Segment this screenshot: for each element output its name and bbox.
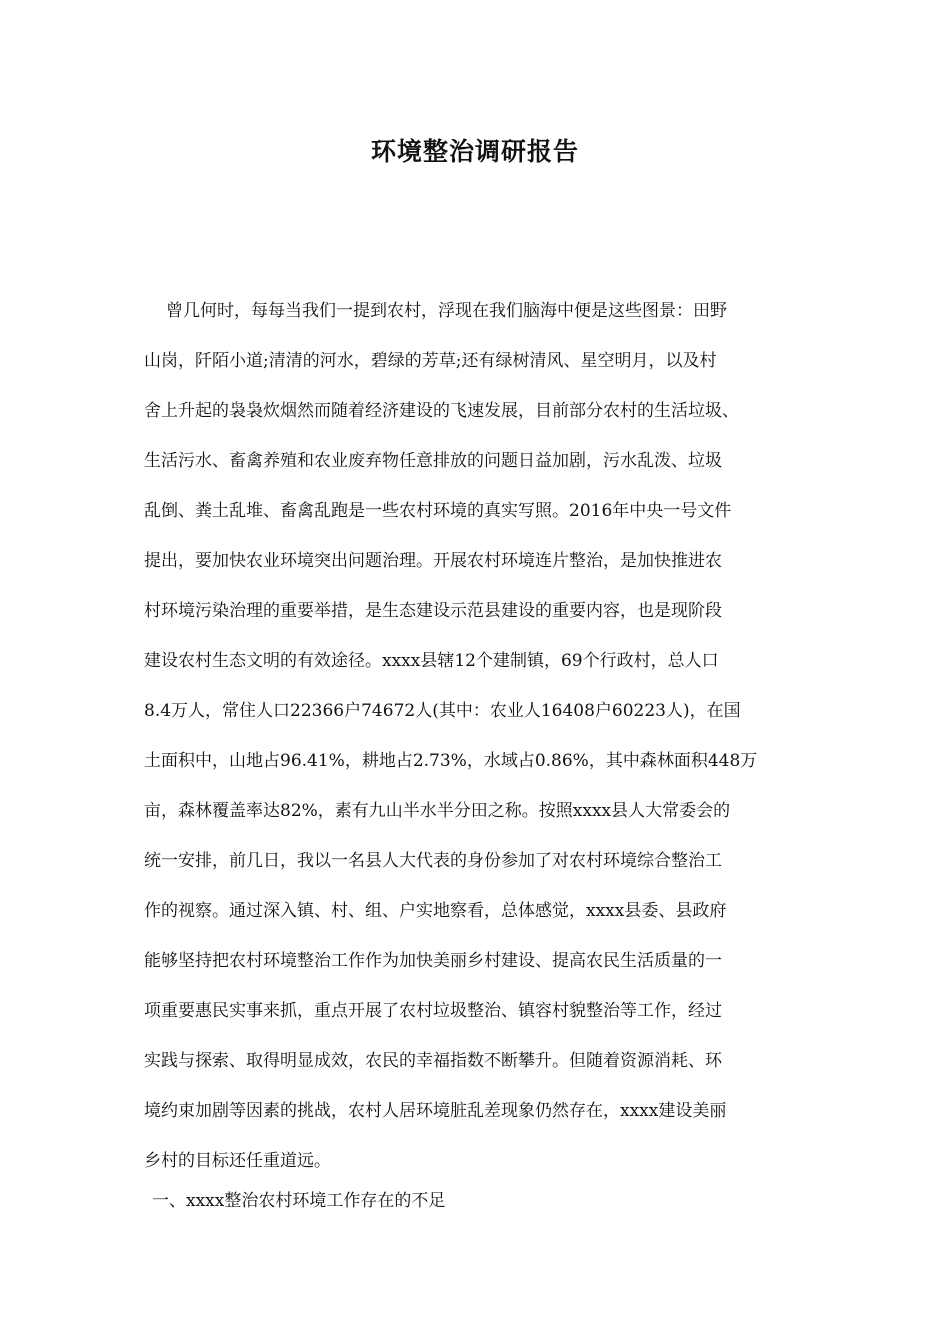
paragraph-line: 亩，森林覆盖率达82%，素有九山半水半分田之称。按照xxxx县人大常委会的: [144, 801, 731, 821]
section-heading: 一、xxxx整治农村环境工作存在的不足: [152, 1191, 446, 1211]
paragraph-line: 村环境污染治理的重要举措，是生态建设示范县建设的重要内容，也是现阶段: [144, 601, 722, 621]
paragraph-line: 作的视察。通过深入镇、村、组、户实地察看，总体感觉，xxxx县委、县政府: [144, 901, 727, 921]
paragraph-line: 土面积中，山地占96.41%，耕地占2.73%，水域占0.86%，其中森林面积448万: [144, 751, 758, 771]
paragraph-line: 乡村的目标还任重道远。: [144, 1151, 331, 1171]
paragraph-line: 山岗，阡陌小道;清清的河水，碧绿的芳草;还有绿树清风、星空明月，以及村: [144, 351, 717, 371]
paragraph-line: 生活污水、畜禽养殖和农业废弃物任意排放的问题日益加剧，污水乱泼、垃圾: [144, 451, 722, 471]
paragraph-line: 建设农村生态文明的有效途径。xxxx县辖12个建制镇，69个行政村，总人口: [144, 651, 719, 671]
intro-paragraph: [144, 286, 808, 1186]
paragraph-line: 乱倒、粪土乱堆、畜禽乱跑是一些农村环境的真实写照。2016年中央一号文件: [144, 501, 732, 521]
paragraph-line: 曾几何时，每每当我们一提到农村，浮现在我们脑海中便是这些图景：田野: [166, 301, 727, 321]
paragraph-line: 能够坚持把农村环境整治工作作为加快美丽乡村建设、提高农民生活质量的一: [144, 951, 722, 971]
paragraph-line: 项重要惠民实事来抓，重点开展了农村垃圾整治、镇容村貌整治等工作，经过: [144, 1001, 722, 1021]
paragraph-line: 境约束加剧等因素的挑战，农村人居环境脏乱差现象仍然存在，xxxx建设美丽: [144, 1101, 727, 1121]
paragraph-line: 8.4万人，常住人口22366户74672人(其中：农业人16408户60223人)，在国: [144, 701, 741, 721]
paragraph-line: 提出，要加快农业环境突出问题治理。开展农村环境连片整治，是加快推进农: [144, 551, 722, 571]
paragraph-line: 统一安排，前几日，我以一名县人大代表的身份参加了对农村环境综合整治工: [144, 851, 722, 871]
paragraph-line: 舍上升起的袅袅炊烟然而随着经济建设的飞速发展，目前部分农村的生活垃圾、: [144, 401, 739, 421]
paragraph-line: 实践与探索、取得明显成效，农民的幸福指数不断攀升。但随着资源消耗、环: [144, 1051, 722, 1071]
document-title: 环境整治调研报告: [370, 137, 579, 166]
